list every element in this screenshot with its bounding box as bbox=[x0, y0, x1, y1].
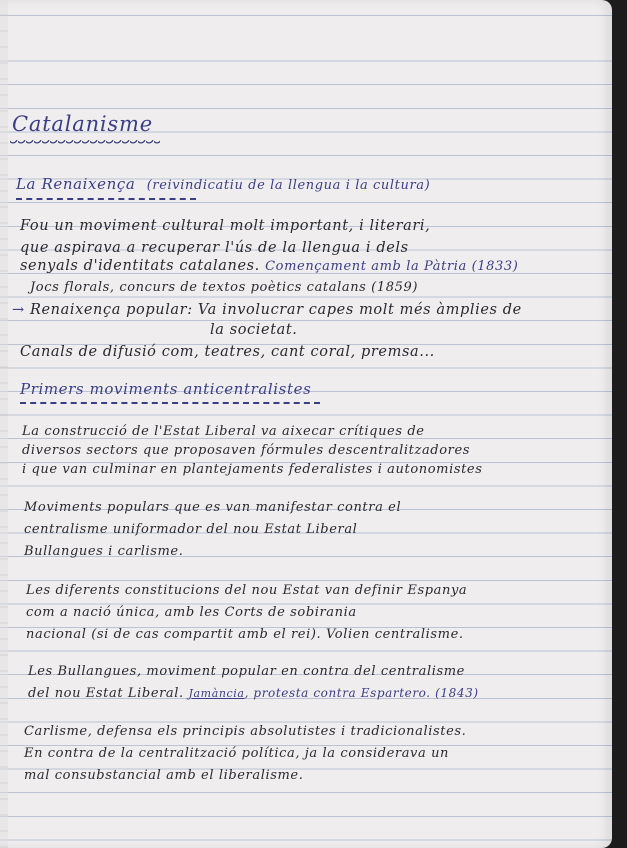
heading-underline bbox=[20, 402, 320, 404]
heading-note: (reivindicatiu de la llengua i la cultura) bbox=[146, 178, 431, 193]
text-line: que aspirava a recuperar l'ús de la llengua i dels bbox=[20, 240, 409, 256]
jamancia-term: Jamància bbox=[188, 687, 245, 700]
arrow-icon: → bbox=[12, 302, 25, 318]
page-edge bbox=[0, 0, 8, 848]
text-line: Les Bullangues, moviment popular en contra del centralisme bbox=[28, 664, 465, 679]
text-line: Carlisme, defensa els principis absolutistes i tradicionalistes. bbox=[24, 724, 467, 739]
text-line: Fou un moviment cultural molt important, i literari, bbox=[20, 218, 431, 234]
section-heading-anticentralistes: Primers moviments anticentralistes bbox=[20, 380, 312, 398]
text-line: la societat. bbox=[210, 322, 298, 338]
page-title: Catalanisme bbox=[12, 112, 153, 136]
section-heading-renaixenca bbox=[16, 175, 430, 193]
jamancia-note: , protesta contra Espartero. (1843) bbox=[244, 686, 479, 700]
heading-text: La Renaixença bbox=[16, 175, 136, 193]
heading-underline bbox=[16, 198, 196, 200]
text-line bbox=[28, 686, 479, 701]
text-line bbox=[12, 302, 522, 318]
text-line: Moviments populars que es van manifestar contra el bbox=[24, 500, 402, 515]
text-line: En contra de la centralització política, ja la considerava un bbox=[24, 746, 450, 761]
text-line: nacional (si de cas compartit amb el rei). Volien centralisme. bbox=[26, 627, 464, 642]
text-line: diversos sectors que proposaven fórmules descentralitzadores bbox=[22, 443, 471, 458]
text-line: mal consubstancial amb el liberalisme. bbox=[24, 768, 304, 783]
text-line: Canals de difusió com, teatres, cant coral, premsa... bbox=[20, 344, 435, 360]
text-line: Jocs florals, concurs de textos poètics catalans (1859) bbox=[30, 280, 419, 295]
text-line: Les diferents constitucions del nou Estat van definir Espanya bbox=[26, 583, 468, 598]
text-span: Renaixença popular: Va involucrar capes molt més àmplies de bbox=[29, 302, 522, 318]
text-line: La construcció de l'Estat Liberal va aixecar crítiques de bbox=[22, 424, 425, 439]
text-line: centralisme uniformador del nou Estat Liberal bbox=[24, 522, 358, 537]
text-line bbox=[20, 258, 518, 274]
patria-note: Començament amb la Pàtria (1833) bbox=[265, 259, 519, 274]
text-line: i que van culminar en plantejaments federalistes i autonomistes bbox=[22, 462, 483, 477]
text-span: senyals d'identitats catalanes. bbox=[20, 258, 260, 274]
text-span: del nou Estat Liberal. bbox=[28, 686, 184, 701]
text-line: Bullangues i carlisme. bbox=[24, 544, 184, 559]
title-underline bbox=[10, 140, 160, 146]
text-line: com a nació única, amb les Corts de sobirania bbox=[26, 605, 357, 620]
